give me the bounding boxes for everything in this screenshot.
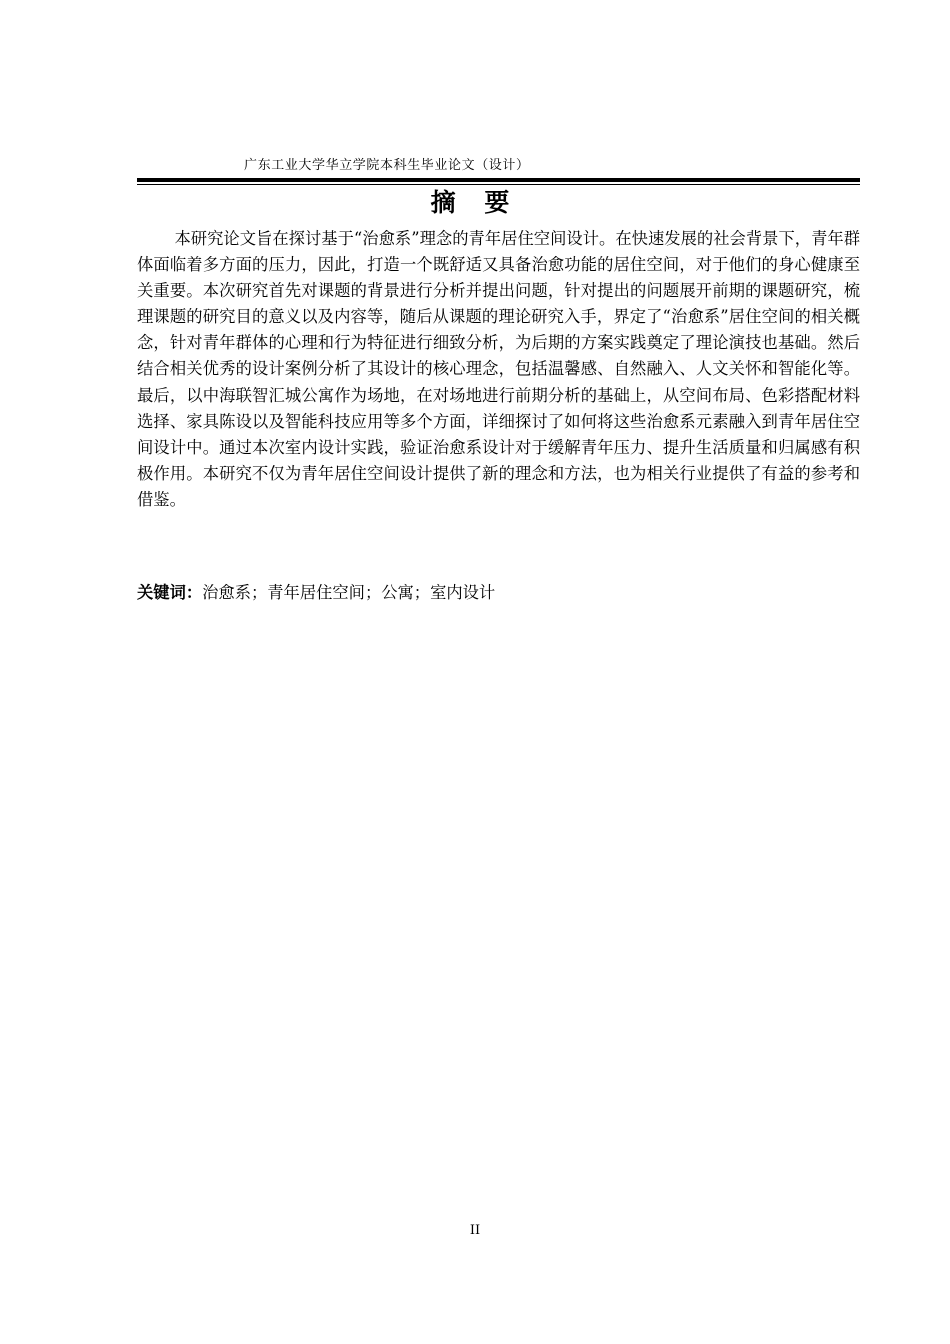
keywords-value: 治愈系；青年居住空间；公寓；室内设计 <box>202 583 496 602</box>
keywords-label: 关键词： <box>137 583 203 602</box>
header-rule-thick <box>137 178 860 182</box>
running-header: 广东工业大学华立学院本科生毕业论文（设计） <box>244 158 530 173</box>
abstract-title: 摘 要 <box>430 188 520 217</box>
header-rule-thin <box>137 184 860 185</box>
page-number: II <box>469 1223 481 1238</box>
keywords-line <box>137 580 495 606</box>
abstract-body: 本研究论文旨在探讨基于“治愈系”理念的青年居住空间设计。在快速发展的社会背景下，青年群体面临着多方面的压力，因此，打造一个既舒适又具备治愈功能的居住空间，对于他们的身心健康至关重要。本次研究首先对课题的背景进行分析并提出问题，针对提出的问题展开前期的课题研究，梳理课题的研究目的意义以及内容等，随后从课题的理论研究入手，界定了“治愈系”居住空间的相关概念，针对青年群体的心理和行为特征进行细致分析，为后期的方案实践奠定了理论演技也基础。然后结合相关优秀的设计案例分析了其设计的核心理念，包括温馨感、自然融入、人文关怀和智能化等。最后，以中海联智汇城公寓作为场地，在对场地进行前期分析的基础上，从空间布局、色彩搭配材料选择、家具陈设以及智能科技应用等多个方面，详细探讨了如何将这些治愈系元素融入到青年居住空间设计中。通过本次室内设计实践，验证治愈系设计对于缓解青年压力、提升生活质量和归属感有积极作用。本研究不仅为青年居住空间设计提供了新的理念和方法，也为相关行业提供了有益的参考和借鉴。 <box>137 229 860 509</box>
